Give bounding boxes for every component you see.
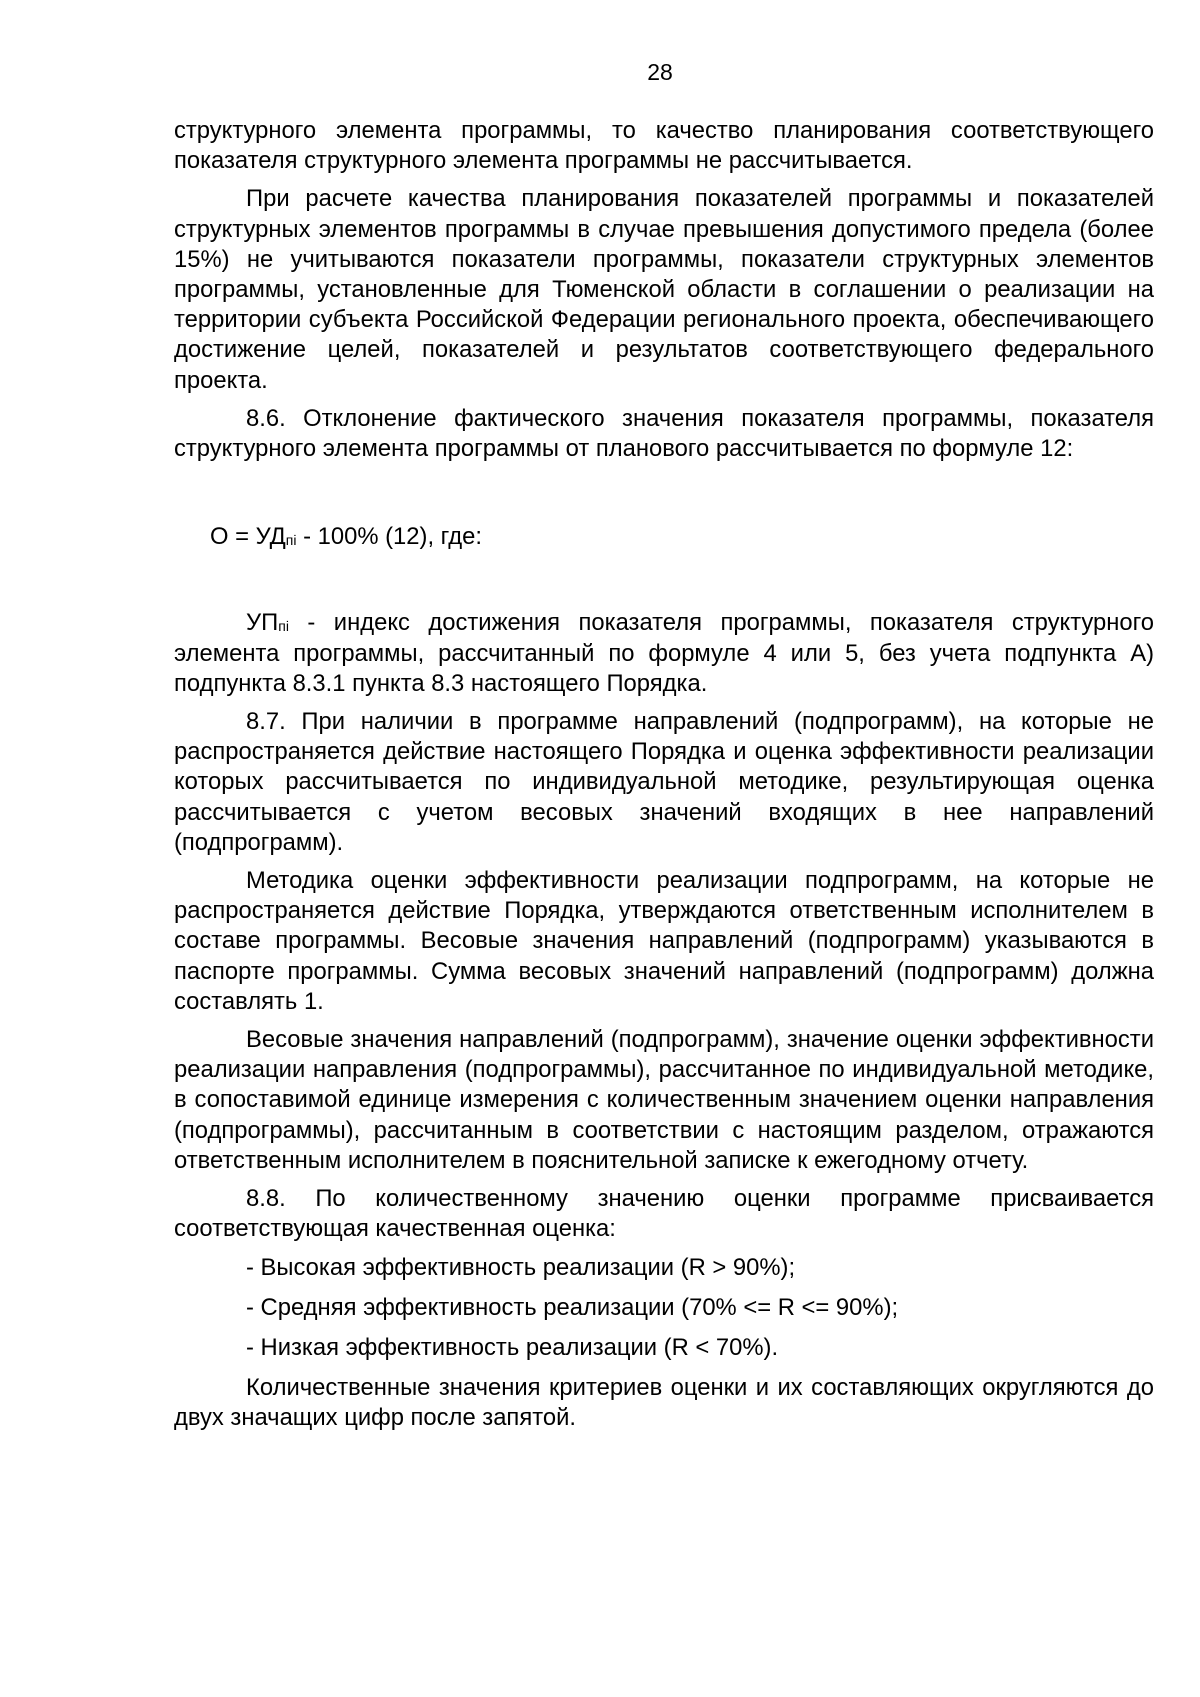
list-item-low: - Низкая эффективность реализации (R < 70%).: [246, 1333, 779, 1361]
paragraph-8-6: 8.6. Отклонение фактического значения показателя программы, показателя структурного элемента программы от планового рассчитывается по формуле 12:: [174, 404, 1154, 463]
formula-subscript: пі: [285, 532, 297, 549]
paragraph-planning-quality: При расчете качества планирования показателей программы и показателей структурных элементов программы в случае превышения допустимого предела (более 15%) не учитываются показатели программы, показатели структурных элементов программы, установленные для Тюменской области в соглашении о реализации на территории субъекта Российской Федерации регионального проекта, обеспечивающего достижение целей, показателей и результатов соответствующего федерального проекта.: [174, 185, 1154, 394]
paragraph-8-8: 8.8. По количественному значению оценки программе присваивается соответствующая качественная оценка:: [174, 1185, 1154, 1243]
list-item-high: - Высокая эффективность реализации (R > 90%);: [246, 1253, 796, 1281]
formula-lhs: О = УД: [210, 523, 286, 551]
paragraph-continuation: структурного элемента программы, то качество планирования соответствующего показателя структурного элемента программы не рассчитывается.: [174, 117, 1154, 175]
definition-term: УП: [246, 609, 279, 637]
paragraph-8-7: 8.7. При наличии в программе направлений (подпрограмм), на которые не распространяется действие настоящего Порядка и оценка эффективности реализации которых рассчитывается по индивидуальной методике, результирующая оценка рассчитывается с учетом весовых значений входящих в нее направлений (подпрограмм).: [174, 708, 1154, 856]
paragraph-methodology: Методика оценки эффективности реализации подпрограмм, на которые не распространяется действие Порядка, утверждаются ответственным исполнителем в составе программы. Весовые значения направлений (подпрограмм) указываются в паспорте программы. Сумма весовых значений направлений (подпрограмм) должна составлять 1.: [174, 867, 1154, 1015]
document-body: [174, 116, 1154, 1442]
formula-12: [174, 522, 1154, 552]
page-number: 28: [647, 59, 673, 85]
list-item-medium: - Средняя эффективность реализации (70% <= R <= 90%);: [246, 1293, 899, 1321]
definition-subscript: пі: [278, 618, 289, 635]
formula-rhs: - 100% (12), где:: [296, 523, 483, 551]
definition-text: - индекс достижения показателя программы, показателя структурного элемента программы, рассчитанный по формуле 4 или 5, без учета подпункта А) подпункта 8.3.1 пункта 8.3 настоящего Порядка.: [174, 609, 1154, 697]
paragraph-weights: Весовые значения направлений (подпрограмм), значение оценки эффективности реализации направления (подпрограммы), рассчитанное по индивидуальной методике, в сопоставимой единице измерения с количественным значением оценки направления (подпрограммы), рассчитанным в соответствии с настоящим разделом, отражаются ответственным исполнителем в пояснительной записке к ежегодному отчету.: [174, 1026, 1154, 1174]
paragraph-rounding: Количественные значения критериев оценки и их составляющих округляются до двух значащих цифр после запятой.: [174, 1374, 1154, 1432]
paragraph-definition: [174, 608, 1154, 699]
